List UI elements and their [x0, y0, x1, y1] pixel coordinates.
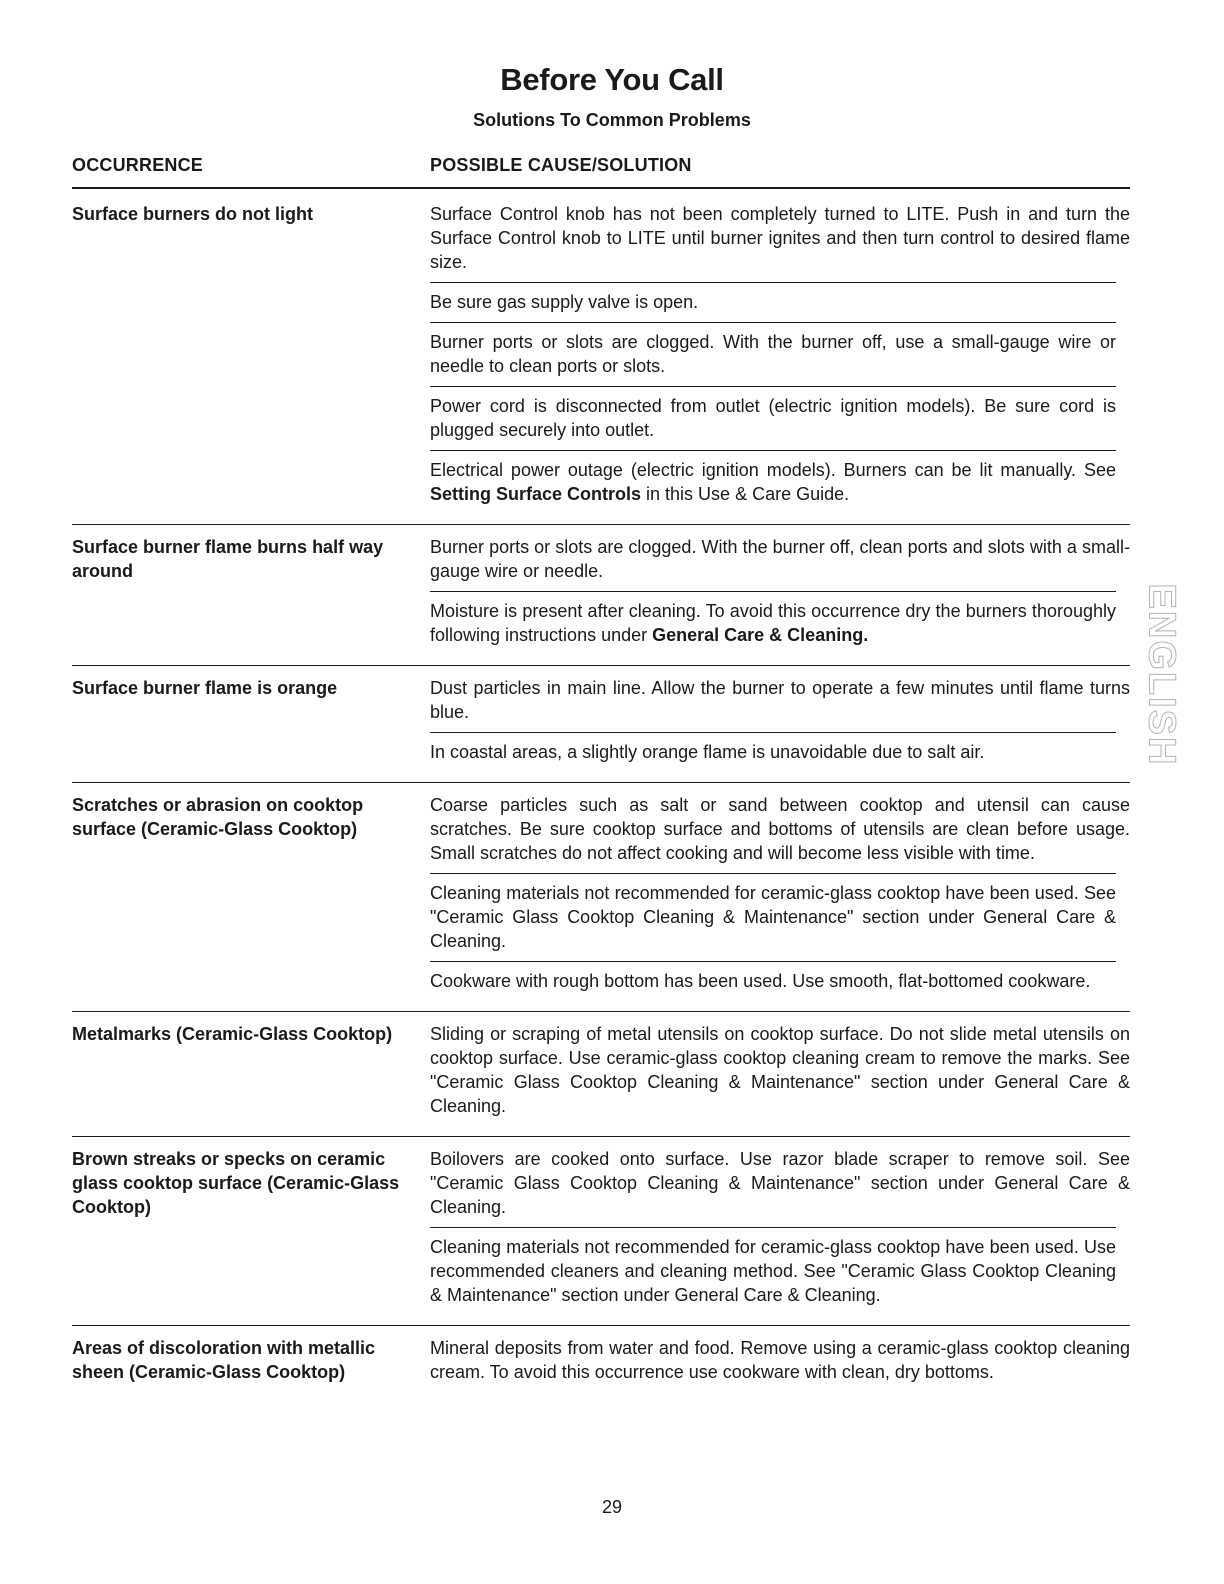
table-row: [72, 665, 1130, 782]
occurrence-column-header: OCCURRENCE: [72, 155, 204, 175]
solution-item: [430, 732, 1116, 772]
solutions-cell: [430, 793, 1130, 1001]
occurrence-cell: Brown streaks or specks on ceramic glass cooktop surface (Ceramic-Glass Cooktop): [72, 1149, 400, 1217]
solutions-cell: [430, 676, 1130, 772]
header-divider: [72, 187, 1130, 189]
table-row: [72, 1136, 1130, 1325]
solution-text: Burner ports or slots are clogged. With the burner off, use a small-gauge wire or needle to clean ports or slots.: [430, 332, 1116, 376]
solution-text: Sliding or scraping of metal utensils on cooktop surface. Do not slide metal utensils on cooktop surface. Use ceramic-glass cooktop cleaning cream to remove the marks. See "Ceramic Glass Cooktop Cleaning & Maintenance" section under General Care & Cleaning.: [430, 1024, 1130, 1116]
solution-item: [430, 676, 1130, 732]
solution-text: Cleaning materials not recommended for ceramic-glass cooktop have been used. See "Ceramic Glass Cooktop Cleaning & Maintenance" section under General Care & Cleaning.: [430, 883, 1116, 951]
solution-item: [430, 1147, 1130, 1227]
troubleshooting-table: [72, 202, 1130, 1402]
language-side-tab-label: ENGLISH: [1140, 583, 1183, 767]
solution-item: [430, 793, 1130, 873]
occurrence-cell: Areas of discoloration with metallic sheen (Ceramic-Glass Cooktop): [72, 1338, 376, 1382]
solution-column-header: POSSIBLE CAUSE/SOLUTION: [430, 155, 692, 175]
solution-emphasis: General Care & Cleaning.: [652, 625, 869, 645]
solutions-cell: [430, 1022, 1130, 1126]
occurrence-cell: Surface burner flame is orange: [72, 678, 338, 698]
table-row: [72, 1011, 1130, 1136]
table-row: [72, 202, 1130, 524]
solution-text: in this Use & Care Guide.: [641, 484, 850, 504]
solution-text: In coastal areas, a slightly orange flame is unavoidable due to salt air.: [430, 742, 985, 762]
language-side-tab: [1140, 583, 1183, 767]
solution-item: [430, 322, 1116, 386]
table-row: [72, 1325, 1130, 1402]
page-subtitle: Solutions To Common Problems: [473, 110, 751, 130]
table-row: [72, 782, 1130, 1011]
occurrence-cell: Surface burners do not light: [72, 204, 314, 224]
solution-item: [430, 961, 1116, 1001]
solution-text: Cleaning materials not recommended for ceramic-glass cooktop have been used. Use recommended cleaners and cleaning method. See "Ceramic Glass Cooktop Cleaning & Maintenance" section under General Care & Cleaning.: [430, 1237, 1116, 1305]
solution-text: Coarse particles such as salt or sand between cooktop and utensil can cause scratches. Be sure cooktop surface and bottoms of utensils are clean before usage. Small scratches do not affect cooking and will become less visible with time.: [430, 795, 1130, 863]
solution-text: Surface Control knob has not been completely turned to LITE. Push in and turn the Surface Control knob to LITE until burner ignites and then turn control to desired flame size.: [430, 204, 1130, 272]
table-row: [72, 524, 1130, 665]
occurrence-cell: Metalmarks (Ceramic-Glass Cooktop): [72, 1024, 393, 1044]
solution-item: [430, 1227, 1116, 1315]
solution-text: Boilovers are cooked onto surface. Use razor blade scraper to remove soil. See "Ceramic Glass Cooktop Cleaning & Maintenance" section under General Care & Cleaning.: [430, 1149, 1130, 1217]
solutions-cell: [430, 1336, 1130, 1392]
solution-item: [430, 450, 1116, 514]
solution-item: [430, 1336, 1130, 1392]
solution-text: Dust particles in main line. Allow the burner to operate a few minutes until flame turns blue.: [430, 678, 1130, 722]
solution-text: Power cord is disconnected from outlet (electric ignition models). Be sure cord is plugged securely into outlet.: [430, 396, 1116, 440]
solution-item: [430, 386, 1116, 450]
occurrence-cell: Scratches or abrasion on cooktop surface (Ceramic-Glass Cooktop): [72, 795, 364, 839]
page-title: Before You Call: [500, 62, 724, 97]
page-number: 29: [601, 1497, 623, 1517]
solutions-cell: [430, 202, 1130, 514]
solution-text: Electrical power outage (electric ignition models). Burners can be lit manually. See: [430, 460, 1116, 480]
solution-item: [430, 282, 1116, 322]
occurrence-cell: Surface burner flame burns half way around: [72, 537, 384, 581]
solution-item: [430, 591, 1116, 655]
solution-text: Mineral deposits from water and food. Remove using a ceramic-glass cooktop cleaning cream. To avoid this occurrence use cookware with clean, dry bottoms.: [430, 1338, 1130, 1382]
solution-emphasis: Setting Surface Controls: [430, 484, 642, 504]
solution-text: Be sure gas supply valve is open.: [430, 292, 699, 312]
solution-item: [430, 1022, 1130, 1126]
solution-item: [430, 873, 1116, 961]
solutions-cell: [430, 1147, 1130, 1315]
solution-text: Moisture is present after cleaning. To avoid this occurrence dry the burners thoroughly following instructions under: [430, 601, 1116, 645]
solution-item: [430, 202, 1130, 282]
solutions-cell: [430, 535, 1130, 655]
solution-text: Cookware with rough bottom has been used. Use smooth, flat-bottomed cookware.: [430, 971, 1091, 991]
solution-item: [430, 535, 1130, 591]
solution-text: Burner ports or slots are clogged. With the burner off, clean ports and slots with a small-gauge wire or needle.: [430, 537, 1130, 581]
